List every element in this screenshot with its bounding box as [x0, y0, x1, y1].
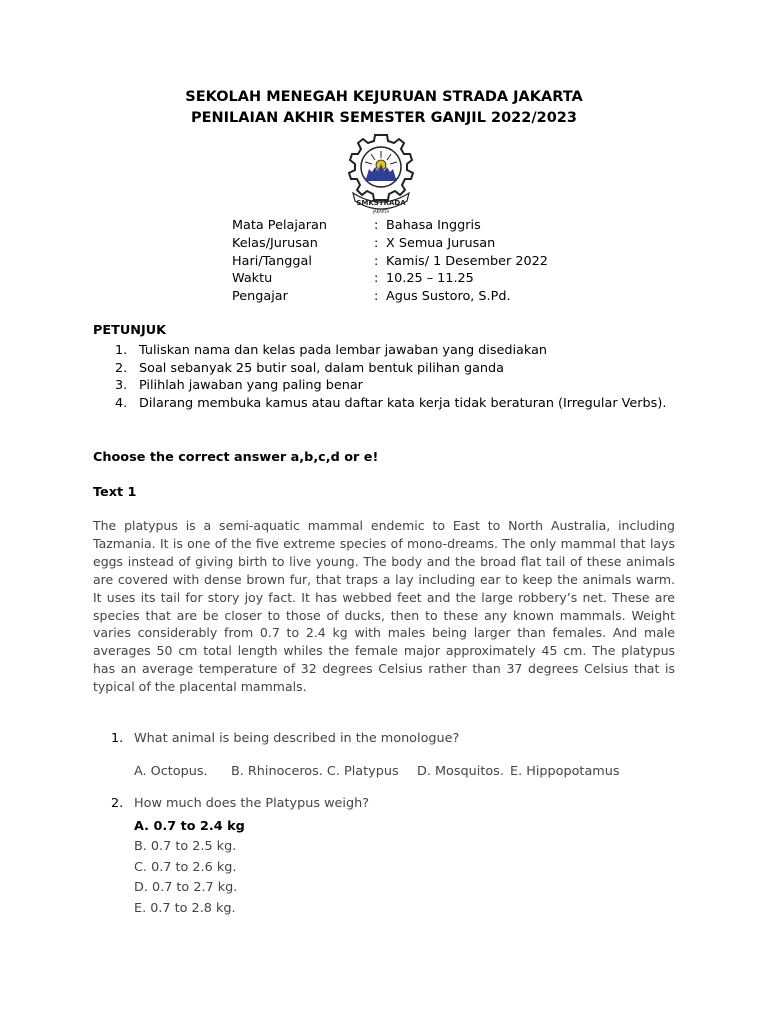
exam-title: PENILAIAN AKHIR SEMESTER GANJIL 2022/2023	[190, 110, 577, 126]
item-text: Soal sebanyak 25 butir soal, dalam bentuk pilihan ganda	[139, 360, 505, 376]
info-label: Kelas/Jurusan	[232, 235, 318, 251]
petunjuk-item	[115, 377, 666, 395]
petunjuk-item	[115, 360, 666, 378]
info-row	[232, 253, 548, 271]
petunjuk-item	[115, 342, 666, 360]
option[interactable]: B. Rhinoceros. C. Platypus	[231, 764, 399, 779]
svg-text:SMKSTRADA: SMKSTRADA	[356, 199, 406, 207]
item-text: Pilihlah jawaban yang paling benar	[139, 378, 363, 394]
exam-info	[232, 217, 548, 306]
info-value: Kamis/ 1 Desember 2022	[386, 253, 548, 269]
info-label: Hari/Tanggal	[232, 253, 312, 269]
info-row	[232, 288, 548, 306]
option[interactable]: E. 0.7 to 2.8 kg.	[134, 900, 236, 916]
item-number: 4.	[115, 395, 128, 411]
info-value: Agus Sustoro, S.Pd.	[386, 289, 511, 305]
info-separator: :	[374, 271, 379, 287]
petunjuk-heading: PETUNJUK	[93, 323, 167, 338]
school-name: SEKOLAH MENEGAH KEJURUAN STRADA JAKARTA	[185, 89, 583, 105]
item-number: 2.	[115, 360, 128, 376]
instruction: Choose the correct answer a,b,c,d or e!	[93, 450, 379, 465]
question-number: 2.	[111, 796, 124, 811]
info-label: Mata Pelajaran	[232, 218, 327, 233]
petunjuk-list	[115, 342, 666, 412]
info-value: Bahasa Inggris	[386, 218, 481, 233]
option-selected[interactable]: A. 0.7 to 2.4 kg	[134, 819, 245, 834]
question-2	[111, 796, 369, 811]
svg-text:JAKARTA: JAKARTA	[372, 209, 390, 214]
option[interactable]: C. 0.7 to 2.6 kg.	[134, 859, 237, 875]
info-label: Pengajar	[232, 289, 288, 305]
text1-body: The platypus is a semi-aquatic mammal endemic to East to North Australia, including Tazmania. It is one of the five extreme species of mono-dreams. The only mammal that lays eggs instead of giving birth to live young. The body and the broad flat tail of these animals are covered with dense brown fur, that traps a lay including ear to keep the animals warm. It uses its tail for story joy fact. It has webbed feet and the large robbery’s net. These are species that are be closer to those of ducks, then to these any known mammals. Weight varies considerably from 0.7 to 2.4 kg with males being larger than females. And male averages 50 cm total length whiles the female major approximately 45 cm. The platypus has an average temperature of 32 degrees Celsius rather than 37 degrees Celsius that is typical of the placental mammals.	[93, 518, 675, 695]
item-number: 1.	[115, 343, 128, 358]
info-label: Waktu	[232, 271, 273, 287]
item-number: 3.	[115, 378, 128, 394]
info-separator: :	[374, 289, 379, 305]
text1-heading: Text 1	[93, 485, 137, 500]
info-value: X Semua Jurusan	[386, 235, 496, 251]
question-2-options	[134, 817, 245, 919]
info-row	[232, 270, 548, 288]
option[interactable]: A. Octopus.	[134, 764, 208, 779]
info-separator: :	[374, 235, 379, 251]
option[interactable]: D. Mosquitos.	[417, 764, 504, 779]
option[interactable]: E. Hippopotamus	[510, 764, 620, 779]
info-row	[232, 217, 548, 235]
question-1	[111, 731, 459, 746]
question-text: What animal is being described in the monologue?	[134, 731, 460, 746]
option[interactable]: D. 0.7 to 2.7 kg.	[134, 880, 238, 896]
question-number: 1.	[111, 731, 124, 746]
info-value: 10.25 – 11.25	[386, 271, 474, 287]
school-logo	[341, 131, 421, 217]
info-row	[232, 235, 548, 253]
info-separator: :	[374, 253, 379, 269]
question-text: How much does the Platypus weigh?	[134, 796, 369, 811]
option[interactable]: B. 0.7 to 2.5 kg.	[134, 839, 237, 855]
petunjuk-item	[115, 395, 666, 413]
item-text: Tuliskan nama dan kelas pada lembar jawaban yang disediakan	[139, 343, 548, 358]
item-text: Dilarang membuka kamus atau daftar kata kerja tidak beraturan (Irregular Verbs).	[139, 395, 667, 411]
info-separator: :	[374, 218, 379, 233]
